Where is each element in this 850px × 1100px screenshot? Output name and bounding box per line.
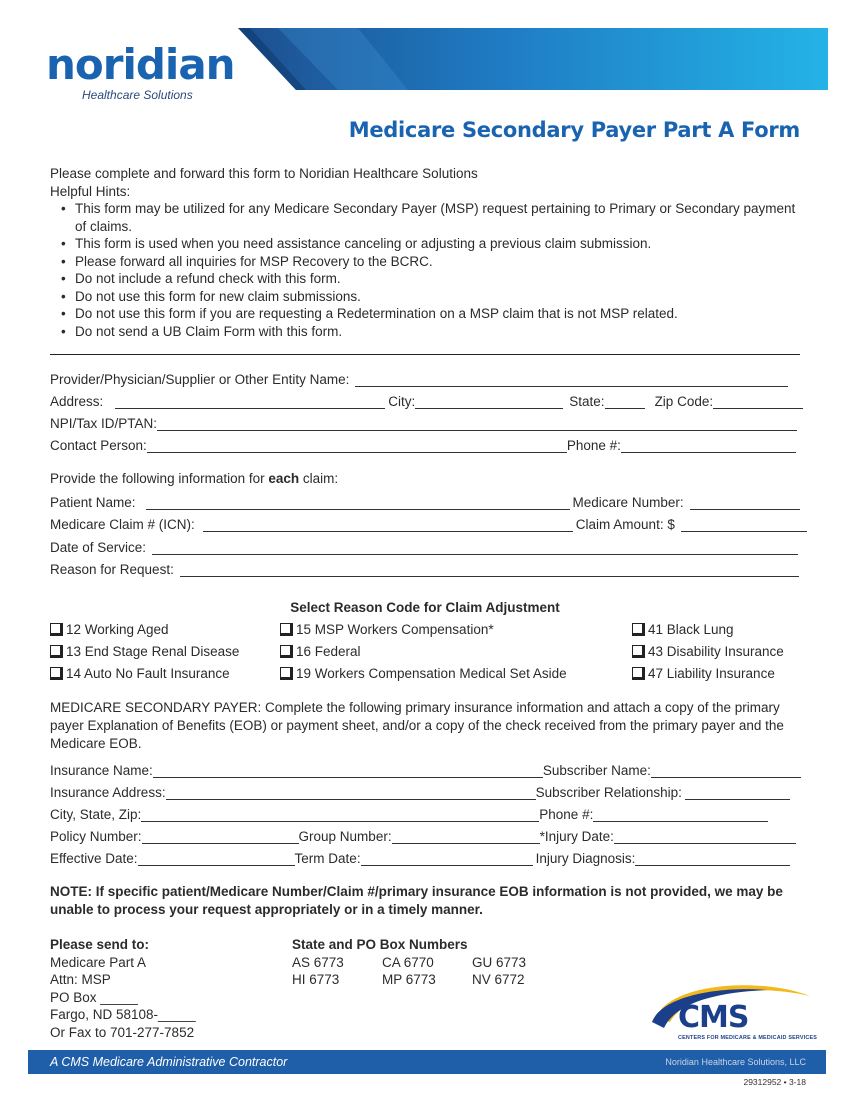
send-to-line: Or Fax to 701-277-7852 [50, 1024, 195, 1040]
hint-item: • Do not use this form if you are requesting a Redetermination on a MSP claim that is not MSP related. [50, 305, 810, 323]
hint-item: • Do not use this form for new claim submissions. [50, 288, 810, 306]
checkbox[interactable] [280, 623, 293, 636]
medicare-number-field[interactable] [690, 496, 800, 510]
po-box-item: AS 6773 [292, 954, 344, 970]
checkbox[interactable] [280, 667, 293, 680]
send-to-heading: Please send to: [50, 937, 150, 952]
reason-checkbox-47[interactable]: 47 Liability Insurance [632, 666, 775, 681]
policy-row [50, 826, 798, 844]
patient-name-field[interactable] [146, 496, 570, 510]
icn-label: Medicare Claim # (ICN): [50, 517, 195, 532]
checkbox[interactable] [632, 623, 645, 636]
form-title: Medicare Secondary Payer Part A Form [348, 118, 800, 142]
patient-name-label: Patient Name: [50, 495, 136, 510]
city-field[interactable] [415, 395, 563, 409]
term-date-field[interactable] [361, 852, 533, 866]
hint-item: • Please forward all inquiries for MSP Recovery to the BCRC. [50, 253, 810, 271]
zip-field[interactable] [713, 395, 803, 409]
checkbox[interactable] [50, 623, 63, 636]
reason-row [50, 559, 798, 577]
po-box-item: GU 6773 [472, 954, 527, 970]
note-text: NOTE: If specific patient/Medicare Number/Claim #/primary insurance EOB information is not provided, we may be unable to process your request appropriately or in a timely manner. [50, 884, 783, 917]
reason-checkbox-15[interactable]: 15 MSP Workers Compensation* [280, 622, 494, 637]
insurance-phone-field[interactable] [593, 808, 768, 822]
date-of-service-label: Date of Service: [50, 540, 147, 555]
reason-checkbox-13[interactable]: 13 End Stage Renal Disease [50, 644, 239, 659]
insurance-address-label: Insurance Address: [50, 785, 166, 800]
icn-row [50, 514, 798, 532]
insurance-name-field[interactable] [153, 764, 543, 778]
reason-code-heading: Select Reason Code for Claim Adjustment [290, 600, 560, 615]
provider-name-field[interactable] [355, 373, 788, 387]
state-field[interactable] [605, 395, 645, 409]
injury-date-field[interactable] [614, 830, 796, 844]
po-box-item: HI 6773 [292, 972, 340, 987]
claim-intro: Provide the following information for each claim: [50, 471, 339, 486]
reason-checkbox-16[interactable]: 16 Federal [280, 644, 361, 659]
subscriber-relationship-field[interactable] [685, 786, 790, 800]
provider-phone-label: Phone #: [566, 438, 621, 453]
document-number: 29312952 • 3-18 [743, 1077, 806, 1087]
npi-row [50, 413, 798, 431]
po-box-block [292, 936, 562, 989]
checkbox[interactable] [632, 667, 645, 680]
injury-diagnosis-field[interactable] [635, 852, 790, 866]
hint-item: • This form is used when you need assistance canceling or adjusting a previous claim submission. [50, 235, 810, 253]
po-box-item: CA 6770 [382, 954, 434, 970]
checkbox[interactable] [632, 645, 645, 658]
medicare-number-label: Medicare Number: [572, 495, 684, 510]
reason-checkbox-14[interactable]: 14 Auto No Fault Insurance [50, 666, 230, 681]
hint-item: • This form may be utilized for any Medicare Secondary Payer (MSP) request pertaining to Primary or Secondary payment of claims. [50, 200, 810, 235]
reason-checkbox-41[interactable]: 41 Black Lung [632, 622, 734, 637]
hint-item: • Do not include a refund check with this form. [50, 270, 810, 288]
group-number-label: Group Number: [298, 829, 392, 844]
send-to-line: Medicare Part A [50, 954, 147, 970]
send-to-line: Attn: MSP [50, 972, 111, 987]
state-label: State: [569, 394, 605, 409]
reason-checkbox-19[interactable]: 19 Workers Compensation Medical Set Aside [280, 666, 567, 681]
insurance-phone-label: Phone #: [539, 807, 594, 822]
address-row [50, 391, 798, 409]
hint-item: • Do not send a UB Claim Form with this form. [50, 323, 810, 341]
section-divider [50, 354, 800, 355]
city-state-zip-field[interactable] [141, 808, 539, 822]
reason-field[interactable] [180, 563, 799, 577]
checkbox[interactable] [50, 645, 63, 658]
contact-person-label: Contact Person: [50, 438, 147, 453]
po-box-heading: State and PO Box Numbers [292, 937, 468, 952]
address-field[interactable] [115, 395, 385, 409]
cms-letters: CMS [678, 1000, 749, 1035]
address-label: Address: [50, 394, 104, 409]
effective-date-label: Effective Date: [50, 851, 138, 866]
logo-wordmark: noridian [46, 40, 235, 89]
insurance-address-field[interactable] [166, 786, 536, 800]
policy-number-field[interactable] [142, 830, 299, 844]
subscriber-name-field[interactable] [651, 764, 801, 778]
intro-section [50, 165, 810, 340]
footer-company: Noridian Healthcare Solutions, LLC [665, 1057, 806, 1067]
npi-label: NPI/Tax ID/PTAN: [50, 416, 158, 431]
contact-person-field[interactable] [147, 439, 567, 453]
po-box-item: NV 6772 [472, 972, 525, 987]
header-banner [238, 28, 828, 90]
provider-name-label: Provider/Physician/Supplier or Other Entity Name: [50, 372, 350, 387]
cms-logo [648, 978, 818, 1048]
send-to-line: PO Box _____ [50, 989, 138, 1005]
zip-label: Zip Code: [654, 394, 714, 409]
po-box-item: MP 6773 [382, 972, 436, 987]
reason-label: Reason for Request: [50, 562, 174, 577]
footer-contractor: A CMS Medicare Administrative Contractor [50, 1055, 288, 1069]
insurance-name-label: Insurance Name: [50, 763, 153, 778]
footer-bar [28, 1050, 826, 1074]
subscriber-relationship-label: Subscriber Relationship: [535, 785, 682, 800]
city-label: City: [388, 394, 416, 409]
injury-date-label: *Injury Date: [539, 829, 614, 844]
contact-row [50, 435, 798, 453]
subscriber-name-label: Subscriber Name: [542, 763, 651, 778]
npi-field[interactable] [157, 417, 797, 431]
group-number-field[interactable] [392, 830, 540, 844]
reason-checkbox-43[interactable]: 43 Disability Insurance [632, 644, 784, 659]
send-to-line: Fargo, ND 58108-_____ [50, 1007, 196, 1022]
term-date-label: Term Date: [294, 851, 361, 866]
msp-instructions: MEDICARE SECONDARY PAYER: Complete the following primary insurance information and attach a copy of the primary payer Explanation of Benefits (EOB) or payment sheet, and/or a copy of the check received from the primary payer and the Medicare EOB. [50, 700, 784, 751]
logo-tagline: Healthcare Solutions [82, 88, 193, 102]
cms-subtitle: CENTERS FOR MEDICARE & MEDICAID SERVICES [678, 1035, 818, 1041]
intro-instruction: Please complete and forward this form to Noridian Healthcare Solutions [50, 166, 478, 181]
effective-row [50, 848, 798, 866]
checkbox[interactable] [280, 645, 293, 658]
reason-checkbox-12[interactable]: 12 Working Aged [50, 622, 169, 637]
claim-amount-label: Claim Amount: $ [575, 517, 675, 532]
checkbox[interactable] [50, 667, 63, 680]
provider-name-row [50, 369, 798, 387]
claim-amount-field[interactable] [681, 518, 807, 532]
effective-date-field[interactable] [138, 852, 295, 866]
po-box-grid [292, 954, 562, 989]
provider-phone-field[interactable] [621, 439, 796, 453]
injury-diagnosis-label: Injury Diagnosis: [535, 851, 636, 866]
send-to-block [50, 936, 196, 1041]
city-state-zip-label: City, State, Zip: [50, 807, 142, 822]
insurance-address-row [50, 782, 798, 800]
policy-number-label: Policy Number: [50, 829, 142, 844]
helpful-hints-list [50, 200, 810, 340]
helpful-hints-label: Helpful Hints: [50, 183, 131, 199]
date-of-service-row [50, 537, 798, 555]
patient-row [50, 492, 798, 510]
icn-field[interactable] [203, 518, 573, 532]
noridian-logo [46, 40, 235, 102]
insurance-city-row [50, 804, 798, 822]
insurance-name-row [50, 760, 798, 778]
date-of-service-field[interactable] [152, 541, 798, 555]
